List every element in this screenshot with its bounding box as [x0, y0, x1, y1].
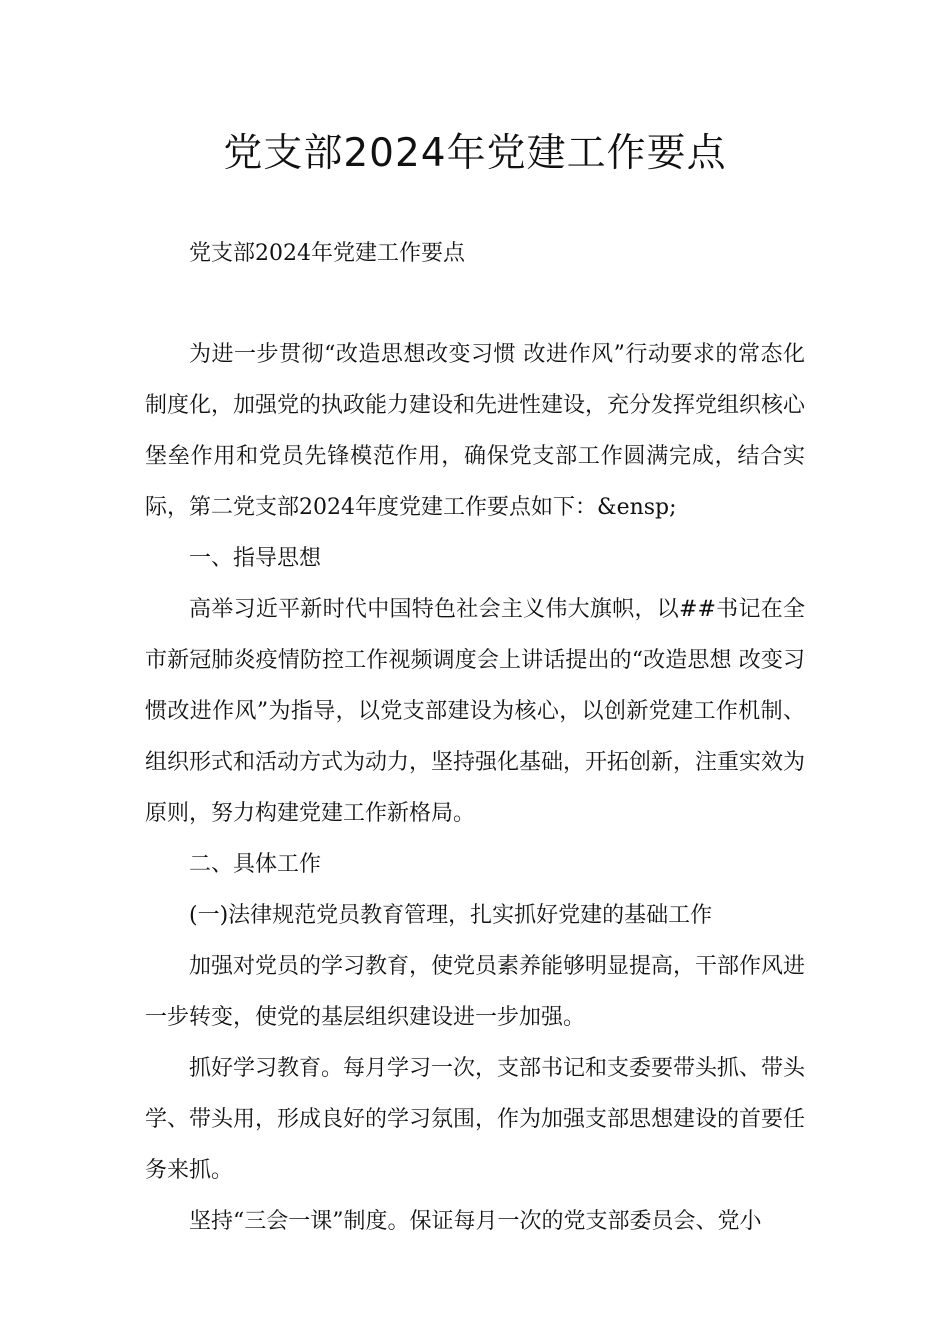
subtitle-paragraph: 党支部2024年党建工作要点: [189, 241, 465, 266]
subsection-heading-party-education: (一)法律规范党员教育管理，扎实抓好党建的基础工作: [189, 903, 713, 928]
study-paragraph: 抓好学习教育。每月学习一次，支部书记和支委要带头抓、带头学、带头用，形成良好的学习氛围，作为加强支部思想建设的首要任务来抓。: [145, 1056, 806, 1183]
section-heading-specific-work: 二、具体工作: [189, 852, 322, 877]
guiding-thought-paragraph: 高举习近平新时代中国特色社会主义伟大旗帜，以##书记在全市新冠肺炎疫情防控工作视频调度会上讲话提出的“改造思想 改变习惯改进作风”为指导，以党支部建设为核心，以创新党建工作机制、组织形式和活动方式为动力，坚持强化基础，开拓创新，注重实效为原则，努力构建党建工作新格局。: [145, 597, 806, 826]
section-heading-guiding-thought: 一、指导思想: [189, 546, 322, 571]
education-paragraph: 加强对党员的学习教育，使党员素养能够明显提高，干部作风进一步转变，使党的基层组织建设进一步加强。: [145, 954, 806, 1030]
intro-paragraph: 为进一步贯彻“改造思想改变习惯 改进作风”行动要求的常态化制度化，加强党的执政能力建设和先进性建设，充分发挥党组织核心堡垒作用和党员先锋模范作用，确保党支部工作圆满完成，结合实际，第二党支部2024年度党建工作要点如下：&ensp;: [145, 342, 806, 520]
document-title: 党支部2024年党建工作要点: [223, 131, 727, 176]
document-body: [145, 228, 805, 1247]
three-meetings-paragraph: 坚持“三会一课”制度。保证每月一次的党支部委员会、党小: [189, 1209, 762, 1234]
